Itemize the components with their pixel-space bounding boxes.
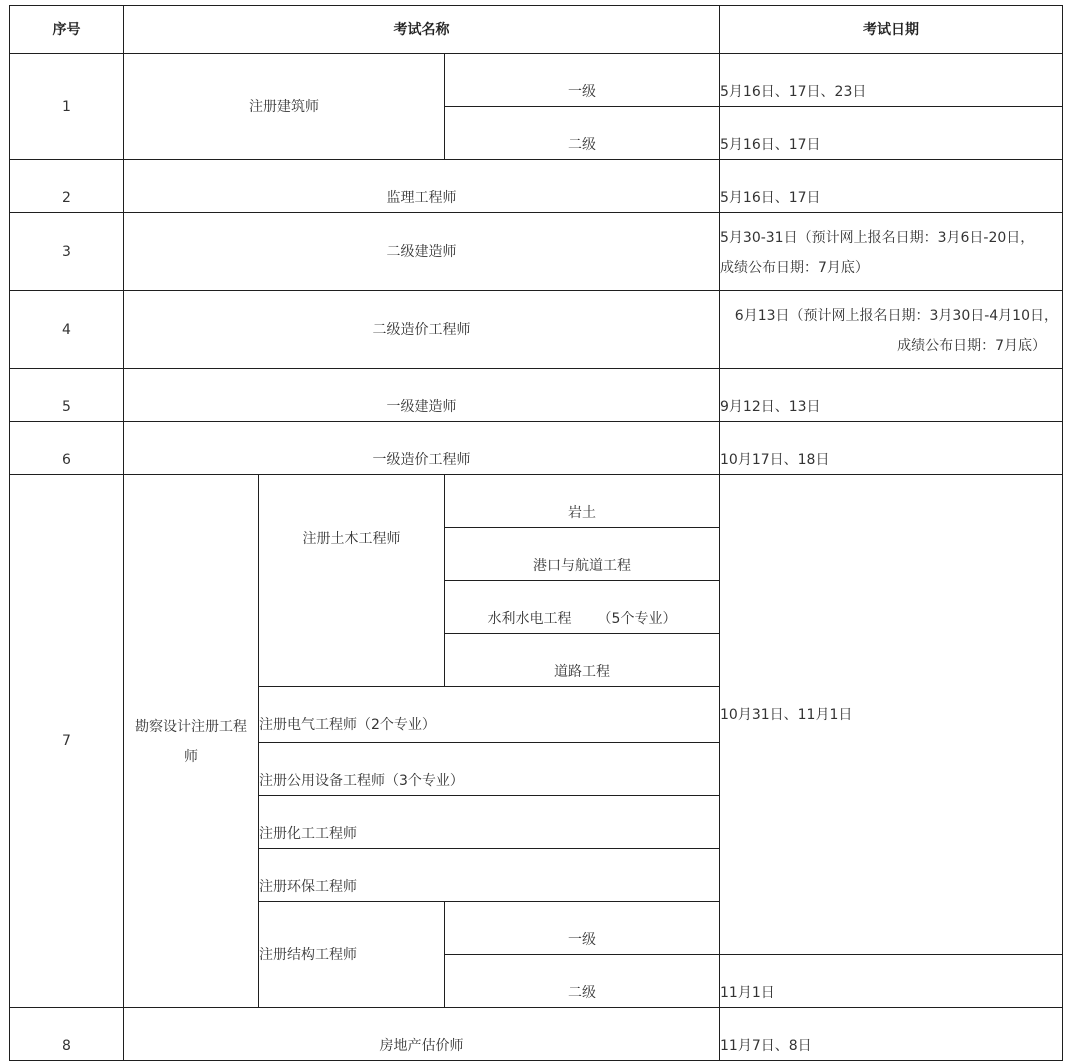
exam-name: 监理工程师	[124, 160, 720, 213]
exam-specialty: 岩土	[445, 475, 720, 528]
exam-level: 一级	[445, 902, 720, 955]
table-row	[10, 291, 1063, 369]
exam-date: 5月16日、17日	[720, 160, 1063, 213]
group-line: 师	[184, 749, 198, 765]
table-row	[10, 213, 1063, 291]
date-line: 6月13日（预计网上报名日期：3月30日-4月10日，	[734, 307, 1058, 324]
exam-date: 11月1日	[720, 955, 1063, 1008]
specialty-label: 水利水电工程	[487, 611, 572, 627]
header-date: 考试日期	[720, 6, 1063, 54]
row-no: 8	[10, 1008, 124, 1061]
exam-group-name	[124, 475, 259, 1008]
table-row	[10, 160, 1063, 213]
exam-specialty: 港口与航道工程	[445, 528, 720, 581]
table-row	[10, 475, 1063, 528]
header-no: 序号	[10, 6, 124, 54]
row-no: 2	[10, 160, 124, 213]
table-row	[10, 369, 1063, 422]
exam-name: 一级建造师	[124, 369, 720, 422]
exam-name: 注册结构工程师	[259, 902, 445, 1008]
exam-date: 5月16日、17日、23日	[720, 54, 1063, 107]
exam-date: 5月16日、17日	[720, 107, 1063, 160]
exam-level: 一级	[445, 54, 720, 107]
table-row	[10, 54, 1063, 107]
exam-name: 一级造价工程师	[124, 422, 720, 475]
date-line: 成绩公布日期：7月底）	[720, 259, 869, 276]
row-no: 6	[10, 422, 124, 475]
header-row	[10, 6, 1063, 54]
row-no: 1	[10, 54, 124, 160]
row-no: 4	[10, 291, 124, 369]
exam-name: 注册土木工程师	[259, 475, 445, 687]
table-row	[10, 422, 1063, 475]
exam-specialty: 道路工程	[445, 634, 720, 687]
exam-date: 9月12日、13日	[720, 369, 1063, 422]
exam-specialty	[445, 581, 720, 634]
exam-name: 注册公用设备工程师（3个专业）	[259, 743, 720, 796]
row-no: 7	[10, 475, 124, 1008]
exam-level: 二级	[445, 955, 720, 1008]
table-row	[10, 1008, 1063, 1061]
exam-date: 10月17日、18日	[720, 422, 1063, 475]
exam-date	[720, 291, 1063, 369]
exam-date	[720, 213, 1063, 291]
exam-name: 注册电气工程师（2个专业）	[259, 687, 720, 743]
date-line: 5月30-31日（预计网上报名日期：3月6日-20日，	[720, 229, 1035, 246]
exam-name: 二级造价工程师	[124, 291, 720, 369]
specialty-note: （5个专业）	[597, 611, 677, 627]
group-line: 勘察设计注册工程	[135, 719, 247, 735]
exam-name: 注册建筑师	[124, 54, 445, 160]
date-line: 成绩公布日期：7月底）	[897, 337, 1046, 354]
exam-name: 二级建造师	[124, 213, 720, 291]
exam-name: 注册环保工程师	[259, 849, 720, 902]
row-no: 5	[10, 369, 124, 422]
exam-date: 11月7日、8日	[720, 1008, 1063, 1061]
exam-level: 二级	[445, 107, 720, 160]
exam-date: 10月31日、11月1日	[720, 475, 1063, 955]
header-name: 考试名称	[124, 6, 720, 54]
exam-name: 注册化工工程师	[259, 796, 720, 849]
row-no: 3	[10, 213, 124, 291]
exam-name: 房地产估价师	[124, 1008, 720, 1061]
exam-schedule-table	[9, 5, 1063, 1061]
